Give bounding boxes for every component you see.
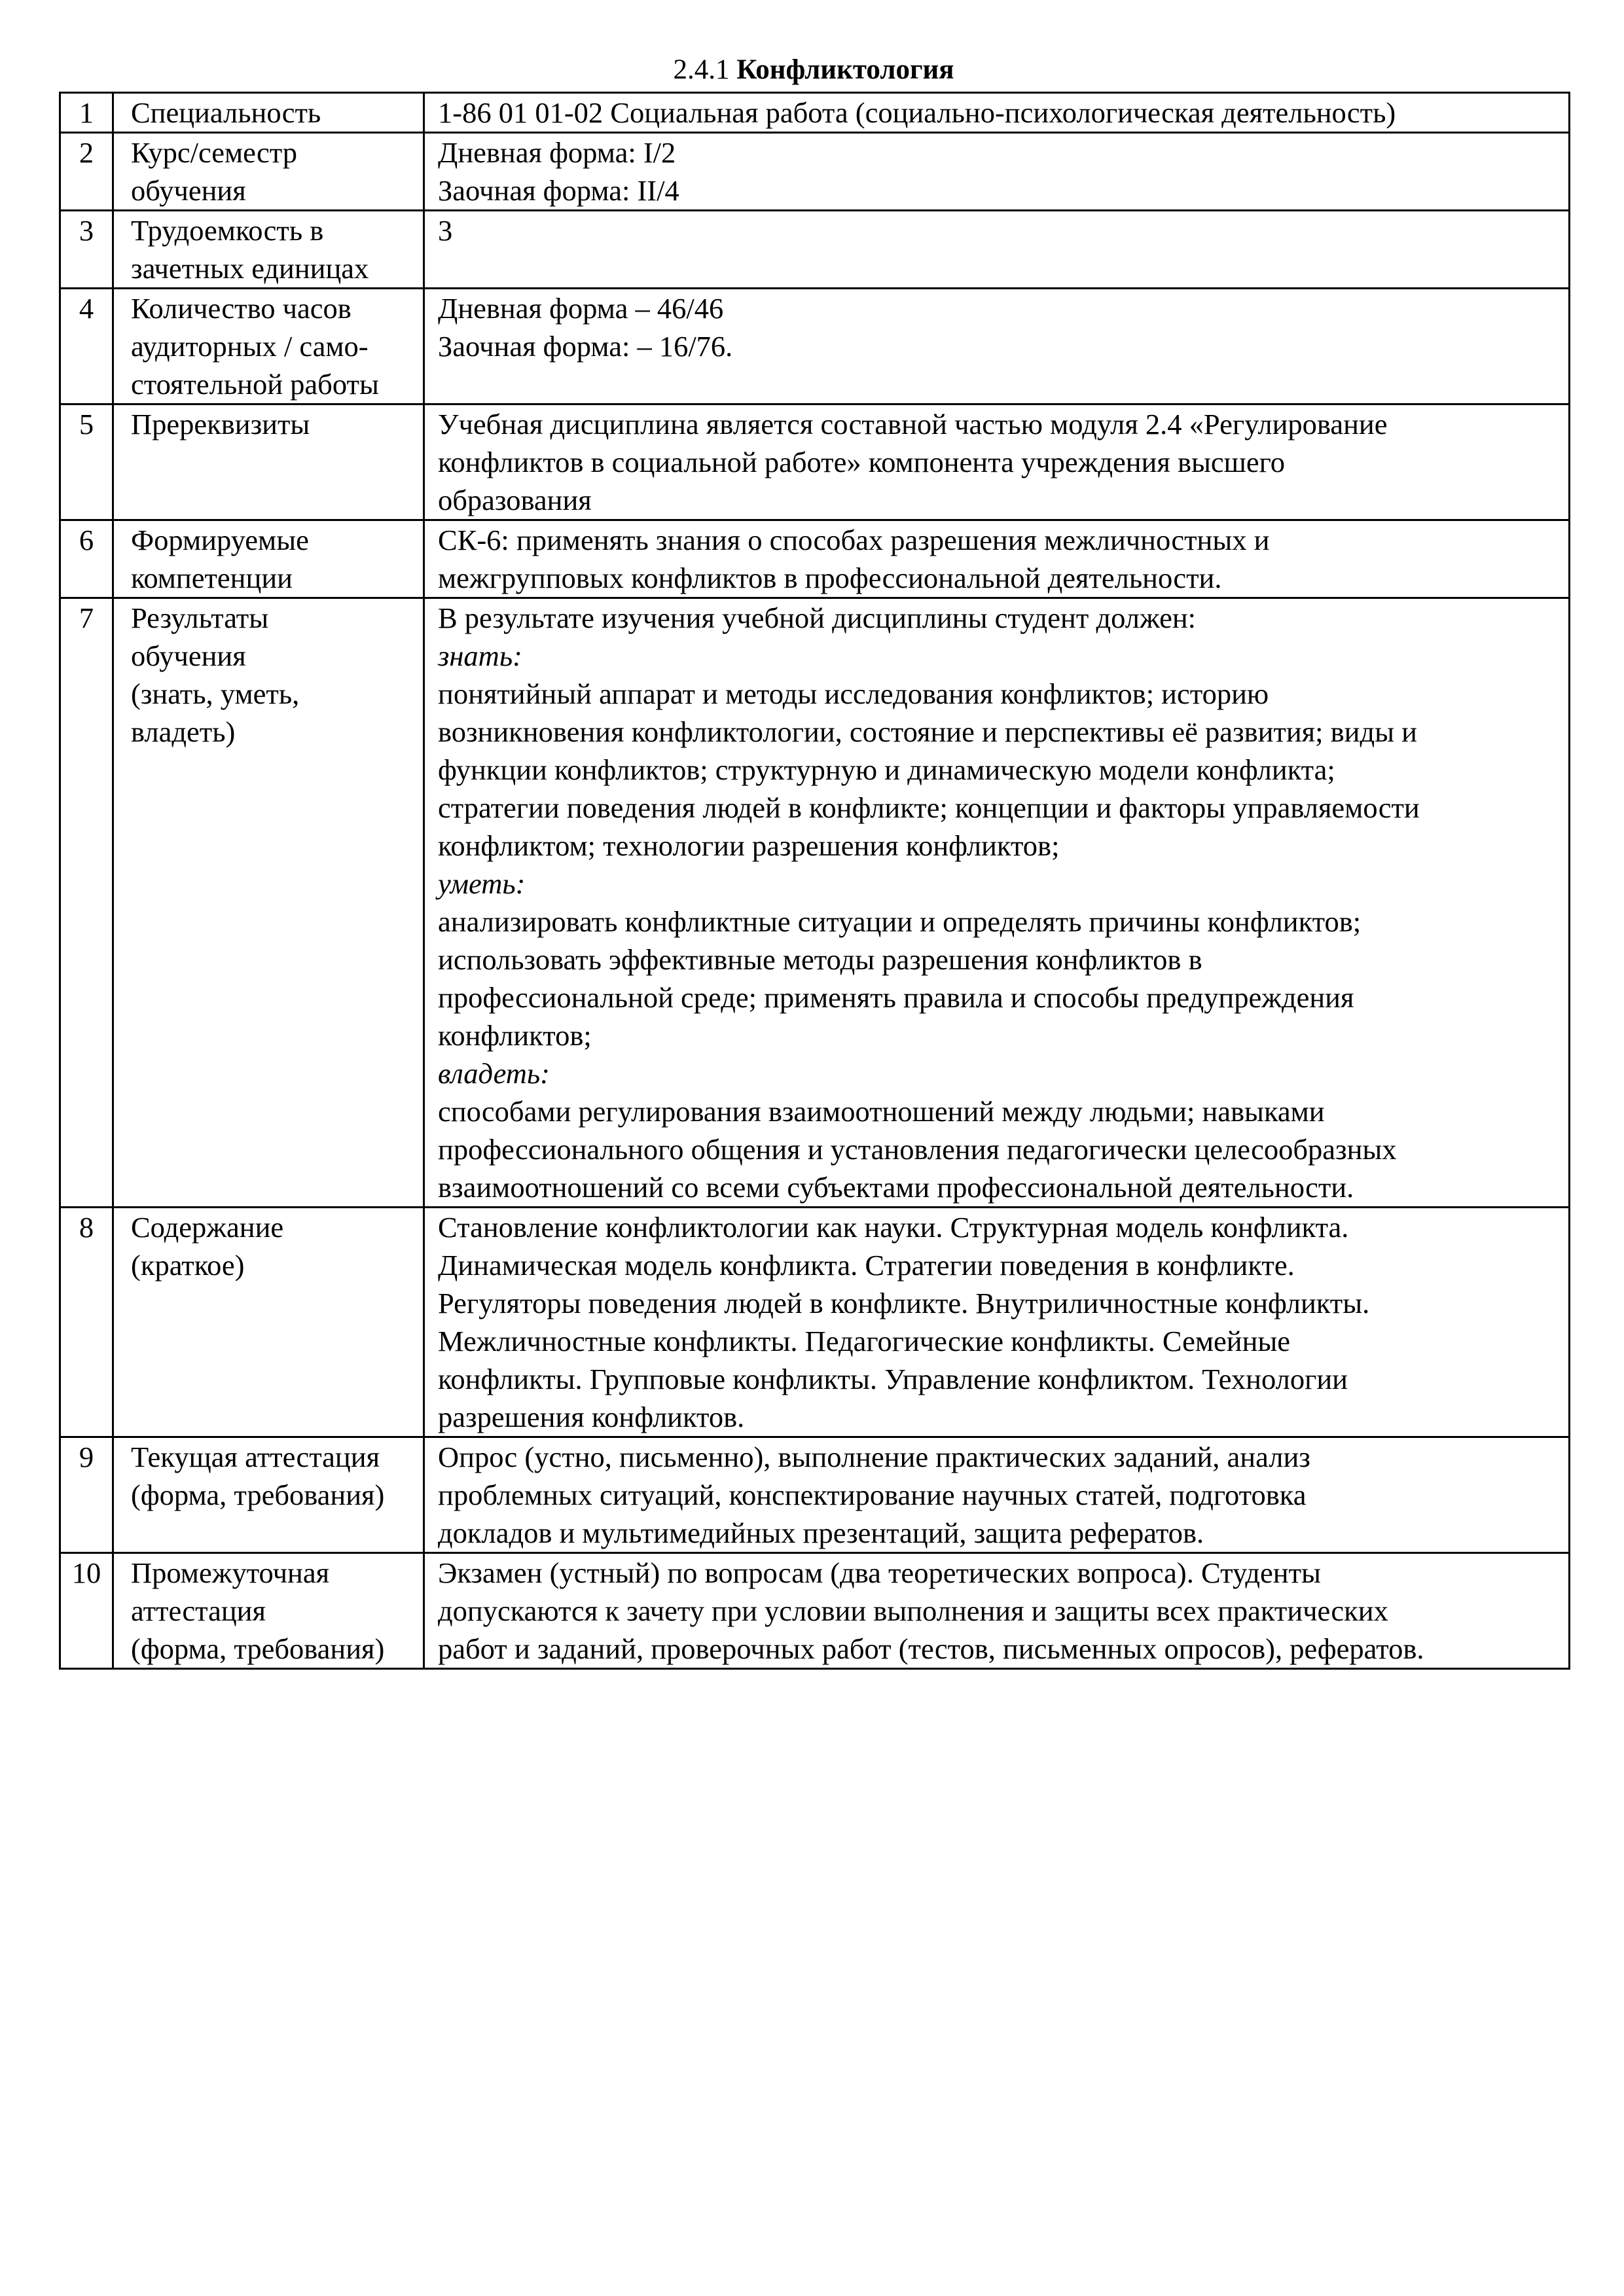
value-line: докладов и мультимедийных презентаций, защита рефератов. (438, 1516, 1204, 1549)
value-line: конфликты. Групповые конфликты. Управление конфликтом. Технологии (438, 1363, 1348, 1395)
row-label (113, 289, 424, 404)
document-page (59, 54, 1568, 1670)
table-row (60, 211, 1570, 289)
label-line: (форма, требования) (131, 1632, 385, 1665)
value-line: Заочная форма: – 16/76. (438, 330, 733, 363)
row-value (424, 598, 1570, 1208)
value-line: Дневная форма – 46/46 (438, 292, 724, 325)
value-subheading: владеть: (438, 1057, 550, 1090)
label-line: Формируемые (131, 524, 309, 556)
label-line: зачетных единицах (131, 252, 369, 285)
discipline-info-table (59, 92, 1570, 1670)
table-row (60, 133, 1570, 211)
table-row (60, 1437, 1570, 1553)
table-row (60, 289, 1570, 404)
value-line: возникновения конфликтологии, состояние и перспективы её развития; виды и (438, 715, 1417, 748)
row-value (424, 93, 1570, 133)
row-value (424, 404, 1570, 520)
value-line: Регуляторы поведения людей в конфликте. Внутриличностные конфликты. (438, 1287, 1370, 1319)
row-number: 6 (60, 520, 113, 598)
row-label (113, 93, 424, 133)
row-number: 9 (60, 1437, 113, 1553)
value-line: Опрос (устно, письменно), выполнение практических заданий, анализ (438, 1441, 1310, 1473)
value-line: Дневная форма: I/2 (438, 136, 676, 169)
title-name: Конфликтология (736, 54, 954, 85)
title-number: 2.4.1 (673, 54, 730, 85)
row-number: 10 (60, 1553, 113, 1669)
row-label (113, 520, 424, 598)
value-line: Динамическая модель конфликта. Стратегии поведения в конфликте. (438, 1249, 1295, 1282)
value-line: образования (438, 484, 592, 516)
row-label (113, 1553, 424, 1669)
value-line: Экзамен (устный) по вопросам (два теоретических вопроса). Студенты (438, 1556, 1321, 1589)
label-line: аудиторных / само- (131, 330, 369, 363)
document-title (59, 54, 1568, 92)
value-line: понятийный аппарат и методы исследования конфликтов; историю (438, 677, 1269, 710)
label-line: стоятельной работы (131, 368, 379, 401)
value-line: разрешения конфликтов. (438, 1401, 745, 1433)
row-number: 8 (60, 1208, 113, 1437)
value-line: анализировать конфликтные ситуации и определять причины конфликтов; (438, 905, 1362, 938)
value-line: конфликтов; (438, 1019, 592, 1052)
value-line: использовать эффективные методы разрешения конфликтов в (438, 943, 1202, 976)
label-line: Специальность (131, 96, 321, 129)
table-body (60, 93, 1570, 1669)
table-row (60, 598, 1570, 1208)
value-line: Учебная дисциплина является составной частью модуля 2.4 «Регулирование (438, 408, 1388, 440)
row-label (113, 598, 424, 1208)
value-line: Заочная форма: II/4 (438, 174, 679, 207)
table-row (60, 1208, 1570, 1437)
value-line: 1-86 01 01-02 Социальная работа (социально-психологическая деятельность) (438, 96, 1396, 129)
row-value (424, 1553, 1570, 1669)
value-line: межгрупповых конфликтов в профессиональной деятельности. (438, 562, 1222, 594)
row-label (113, 1437, 424, 1553)
row-number: 7 (60, 598, 113, 1208)
row-value (424, 133, 1570, 211)
label-line: Текущая аттестация (131, 1441, 380, 1473)
label-line: Содержание (131, 1211, 284, 1244)
row-number: 4 (60, 289, 113, 404)
value-line: конфликтом; технологии разрешения конфликтов; (438, 829, 1060, 862)
label-line: Пререквизиты (131, 408, 310, 440)
row-number: 5 (60, 404, 113, 520)
table-row (60, 404, 1570, 520)
value-line: профессиональной среде; применять правила и способы предупреждения (438, 981, 1354, 1014)
value-line: СК-6: применять знания о способах разрешения межличностных и (438, 524, 1270, 556)
label-line: Трудоемкость в (131, 214, 324, 247)
value-line: проблемных ситуаций, конспектирование научных статей, подготовка (438, 1479, 1307, 1511)
value-line: допускаются к зачету при условии выполнения и защиты всех практических (438, 1594, 1388, 1627)
row-label (113, 133, 424, 211)
row-value (424, 520, 1570, 598)
value-subheading: знать: (438, 639, 522, 672)
value-line: 3 (438, 214, 453, 247)
label-line: Курс/семестр (131, 136, 298, 169)
row-label (113, 1208, 424, 1437)
value-subheading: уметь: (438, 867, 526, 900)
value-line: В результате изучения учебной дисциплины студент должен: (438, 601, 1197, 634)
row-value (424, 289, 1570, 404)
row-value (424, 1208, 1570, 1437)
label-line: (краткое) (131, 1249, 245, 1282)
label-line: Количество часов (131, 292, 352, 325)
table-row (60, 93, 1570, 133)
value-line: Межличностные конфликты. Педагогические конфликты. Семейные (438, 1325, 1291, 1357)
label-line: (знать, уметь, (131, 677, 300, 710)
label-line: Результаты (131, 601, 269, 634)
value-line: работ и заданий, проверочных работ (тестов, письменных опросов), рефератов. (438, 1632, 1424, 1665)
row-label (113, 211, 424, 289)
value-line: способами регулирования взаимоотношений между людьми; навыками (438, 1095, 1325, 1128)
label-line: компетенции (131, 562, 293, 594)
value-line: функции конфликтов; структурную и динамическую модели конфликта; (438, 753, 1335, 786)
row-number: 3 (60, 211, 113, 289)
label-line: обучения (131, 639, 246, 672)
table-row (60, 520, 1570, 598)
row-number: 1 (60, 93, 113, 133)
row-value (424, 211, 1570, 289)
label-line: обучения (131, 174, 246, 207)
row-label (113, 404, 424, 520)
value-line: стратегии поведения людей в конфликте; концепции и факторы управляемости (438, 791, 1420, 824)
row-number: 2 (60, 133, 113, 211)
label-line: Промежуточная (131, 1556, 330, 1589)
label-line: аттестация (131, 1594, 266, 1627)
value-line: Становление конфликтологии как науки. Структурная модель конфликта. (438, 1211, 1349, 1244)
label-line: владеть) (131, 715, 236, 748)
label-line: (форма, требования) (131, 1479, 385, 1511)
table-row (60, 1553, 1570, 1669)
value-line: взаимоотношений со всеми субъектами профессиональной деятельности. (438, 1171, 1354, 1204)
value-line: профессионального общения и установления педагогически целесообразных (438, 1133, 1397, 1166)
row-value (424, 1437, 1570, 1553)
value-line: конфликтов в социальной работе» компонента учреждения высшего (438, 446, 1286, 478)
